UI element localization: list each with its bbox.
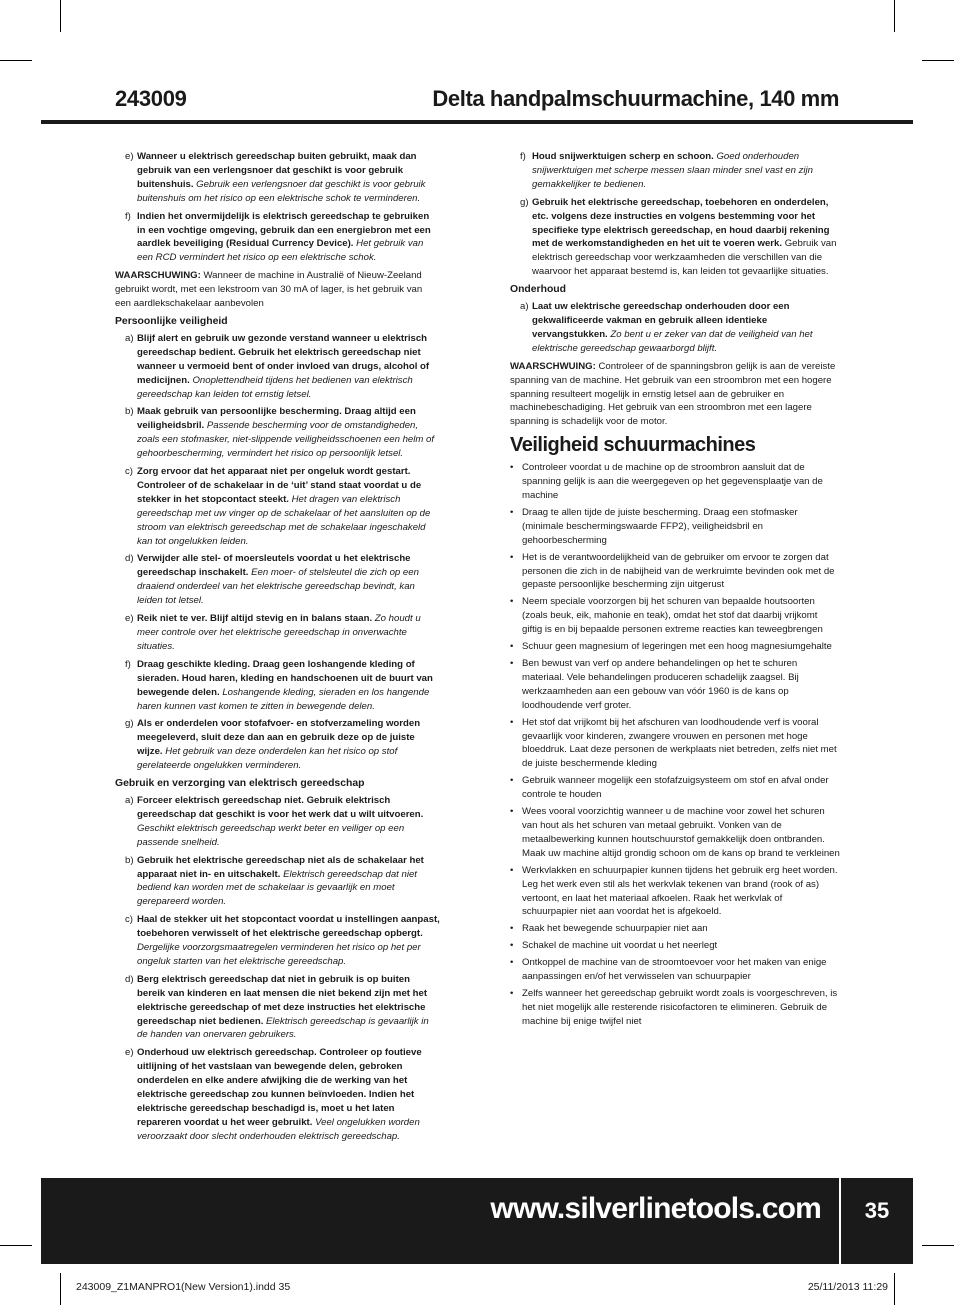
bullet-text: Gebruik wanneer mogelijk een stofafzuigsysteem om stof en afval onder controle te houden — [522, 775, 829, 801]
bullet-icon: • — [510, 923, 514, 935]
warning-text: Wanneer de machine in Australië of Nieuw-Zeeland gebruikt wordt, met een lekstroom van 30 mA of lager, is het gebruik van een aardlekschakelaar aanbevolen — [115, 270, 423, 310]
bullet-item — [510, 987, 840, 1029]
page-number-box — [841, 1178, 913, 1264]
bullet-icon: • — [510, 806, 514, 818]
item-bold: Blijf alert en gebruik uw gezonde verstand wanneer u elektrisch gereedschap bedient. Gebruik het elektrisch gereedschap niet wanneer u vermoeid bent of onder invloed van drugs, alcohol of medicijnen. — [137, 332, 430, 386]
bullet-item — [510, 864, 840, 920]
list-item — [115, 210, 440, 266]
bullet-item — [510, 716, 840, 772]
item-bold: Indien het onvermijdelijk is elektrisch gereedschap te gebruiken in een vochtige omgeving, gebruik dan een energiebron met een aardlek beveiliging (Residual Currency Device). — [137, 210, 431, 250]
bullet-text: Werkvlakken en schuurpapier kunnen tijdens het gebruik erg heet worden. Leg het werk even stil als het werkvlak tekenen van brand (rook of as) vertoont, en laat het materiaal afkoelen. Raak het werkvlak of schuurpapier niet aan voordat het is afgekoeld. — [522, 864, 838, 918]
left-column — [115, 150, 440, 1148]
item-bold: Onderhoud uw elektrisch gereedschap. Controleer op foutieve uitlijning of het vastslaan van bewegende delen, gebroken onderdelen en elke andere afwijking die de werking van het elektrische gereedschap zou kunnen beïnvloeden. Indien het elektrische gereedschap beschadigd is, moet u het laten repareren voordat u het weer gebruikt. — [137, 1047, 422, 1128]
bullet-item — [510, 922, 840, 936]
item-bold: Draag geschikte kleding. Draag geen loshangende kleding of sieraden. Houd haren, kleding en handschoenen uit de buurt van bewegende delen. — [137, 658, 433, 698]
bullet-icon: • — [510, 658, 514, 669]
list-item — [115, 465, 440, 548]
section-heading: Gebruik en verzorging van elektrisch gereedschap — [115, 778, 365, 790]
list-item — [115, 612, 440, 654]
item-letter: c) — [125, 466, 133, 478]
section-heading: Onderhoud — [510, 284, 566, 296]
bullet-icon: • — [510, 462, 514, 474]
section-heading: Persoonlijke veiligheid — [115, 315, 228, 327]
item-letter: e) — [125, 1047, 134, 1059]
bullet-icon: • — [510, 716, 514, 728]
item-italic: Het gebruik van deze onderdelen kan het risico op stof gerelateerde ongelukken verminderen. — [137, 746, 398, 772]
item-italic: Geschikt elektrisch gereedschap werkt beter en veiliger op een passende snelheid. — [137, 822, 405, 848]
file-slug: 243009_Z1MANPRO1(New Version1).indd 35 — [76, 1281, 291, 1293]
item-letter: f) — [125, 658, 131, 670]
item-letter: f) — [125, 210, 131, 222]
list-item — [115, 150, 440, 206]
warning-label: WAARSCHWUING: — [510, 360, 596, 372]
list-item — [115, 973, 440, 1043]
bullet-icon: • — [510, 864, 514, 876]
item-italic: Een moer- of stelsleutel die zich op een draaiend onderdeel van het elektrische gereedschap bevindt, kan leiden tot letsel. — [137, 567, 419, 607]
item-italic: Dergelijke voorzorgsmaatregelen verminderen het risico op het per ongeluk starten van het elektrische gereedschap. — [137, 942, 421, 967]
bullet-icon: • — [510, 775, 514, 787]
bullet-icon: • — [510, 596, 514, 608]
crop-mark — [60, 0, 61, 32]
bullet-text: Controleer voordat u de machine op de stroombron aansluit dat de spanning gelijk is aan die weergegeven op het gegevensplaatje van de machine — [522, 462, 823, 502]
page-number: 35 — [864, 1198, 890, 1223]
list-item — [115, 854, 440, 910]
item-text: Gebruik van elektrisch gereedschap voor werkzaamheden die verschillen van die waarvoor het apparaat bestemd is, kan leiden tot gevaarlijke situaties. — [532, 238, 837, 278]
list-item — [115, 794, 440, 850]
item-bold: Houd snijwerktuigen scherp en schoon. — [532, 151, 714, 162]
list-item — [510, 150, 840, 192]
bullet-item — [510, 939, 840, 953]
bullet-item — [510, 657, 840, 713]
header-rule — [41, 120, 913, 124]
item-bold: Wanneer u elektrisch gereedschap buiten gebruikt, maak dan gebruik van een verlengsnoer dat geschikt is voor gebruik buitenshuis. — [137, 151, 417, 190]
item-bold: Berg elektrisch gereedschap dat niet in gebruik is op buiten bereik van kinderen en laat mensen die niet bekend zijn met het elektrische gereedschap of met deze instructies het elektrische gereedschap niet bedienen. — [137, 973, 428, 1027]
page-title: Delta handpalmschuurmachine, 140 mm — [432, 86, 839, 111]
item-bold: Als er onderdelen voor stofafvoer- en stofverzameling worden meegeleverd, sluit deze dan aan en gebruik deze op de juiste wijze. — [137, 718, 421, 758]
right-column — [510, 150, 840, 1032]
item-letter: f) — [520, 151, 526, 162]
item-italic: Goed onderhouden snijwerktuigen met scherpe messen slaan minder snel vast en zijn gemakkelijker te bedienen. — [532, 151, 814, 190]
bullet-text: Ben bewust van verf op andere behandelingen op het te schuren materiaal. Vele behandelingen produceren schadelijk zaagsel. Bij werkzaamheden aan een gebouw van vóór 1960 is de kans op loodhoudende verf groter. — [522, 658, 799, 711]
item-italic: Veel ongelukken worden veroorzaakt door slecht onderhouden elektrisch gereedschap. — [137, 1116, 420, 1142]
bullet-item — [510, 551, 840, 593]
item-italic: Elektrisch gereedschap is gevaarlijk in de handen van onervaren gebruikers. — [137, 1015, 429, 1041]
crop-mark — [60, 1273, 61, 1305]
item-letter: a) — [125, 794, 134, 806]
bullet-item — [510, 774, 840, 802]
item-italic: Loshangende kleding, sieraden en los hangende haren kunnen vast komen te zitten in bewegende delen. — [137, 686, 430, 712]
item-letter: e) — [125, 151, 134, 162]
bullet-text: Ontkoppel de machine van de stroomtoevoer voor het maken van enige aanpassingen en/of het verwisselen van schuurpapier — [522, 957, 827, 983]
bullet-text: Neem speciale voorzorgen bij het schuren van bepaalde houtsoorten (zoals beuk, eik, mahonie en teak), omdat het stof dat daarbij vrijkomt giftig is en bij bepaalde personen extreme reacties kan teweegbrengen — [522, 596, 823, 636]
bullet-text: Schakel de machine uit voordat u het neerlegt — [522, 940, 718, 952]
website-link[interactable]: www.silverlinetools.com — [490, 1192, 821, 1225]
bullet-text: Het is de verantwoordelijkheid van de gebruiker om ervoor te zorgen dat personen die zich in de nabijheid van de werkruimte bevinden ook met de gepaste persoonlijke bescherming zijn uitgerust — [522, 551, 835, 591]
list-item — [115, 658, 440, 714]
list-item — [115, 913, 440, 969]
date-slug: 25/11/2013 11:29 — [807, 1281, 888, 1293]
item-italic: Zo bent u er zeker van dat de veiligheid van het elektrische gereedschap gewaarborgd blijft. — [532, 328, 813, 354]
crop-mark — [922, 60, 954, 61]
bullet-item — [510, 805, 840, 861]
warning-paragraph — [115, 269, 440, 311]
item-letter: b) — [125, 406, 134, 418]
list-item — [510, 300, 840, 356]
item-letter: g) — [520, 196, 529, 208]
list-item — [510, 196, 840, 279]
item-italic: Gebruik een verlengsnoer dat geschikt is voor gebruik buitenshuis om het risico op een elektrische schok te verminderen. — [137, 178, 426, 204]
item-italic: Passende bescherming voor de omstandigheden, zoals een stofmasker, niet-slippende veiligheidsschoenen een helm of gehoorbescherming, vermindert het risico op persoonlijk letsel. — [137, 420, 435, 460]
item-letter: a) — [520, 301, 529, 313]
bullet-item — [510, 506, 840, 548]
warning-paragraph — [510, 360, 840, 430]
item-bold: Gebruik het elektrische gereedschap niet als de schakelaar het apparaat niet in- en uitschakelt. — [137, 854, 424, 880]
item-bold: Maak gebruik van persoonlijke bescherming. Draag altijd een veiligheidsbril. — [137, 406, 416, 432]
item-italic: Elektrisch gereedschap dat niet bediend kan worden met de schakelaar is gevaarlijk en moet gerepareerd worden. — [137, 868, 417, 908]
item-bold: Zorg ervoor dat het apparaat niet per ongeluk wordt gestart. Controleer of de schakelaar in de ‘uit’ stand staat voordat u de stekker in het stopcontact steekt. — [137, 466, 422, 505]
bullet-text: Raak het bewegende schuurpapier niet aan — [522, 923, 708, 935]
list-item — [115, 717, 440, 773]
section-title: Veiligheid schuurmachines — [510, 434, 756, 457]
item-letter: g) — [125, 718, 134, 730]
bullet-icon: • — [510, 506, 514, 518]
item-bold: Reik niet te ver. Blijf altijd stevig en in balans staan. — [137, 613, 373, 625]
item-letter: b) — [125, 854, 134, 866]
item-bold: Laat uw elektrische gereedschap onderhouden door een gekwalificeerde vakman en gebruik alleen identieke vervangstukken. — [532, 301, 790, 340]
crop-mark — [894, 1273, 895, 1305]
crop-mark — [0, 60, 32, 61]
bullet-icon: • — [510, 957, 514, 969]
item-letter: d) — [125, 973, 134, 985]
list-item — [115, 405, 440, 461]
item-letter: c) — [125, 914, 133, 926]
item-bold: Gebruik het elektrische gereedschap, toebehoren en onderdelen, etc. volgens deze instructies en volgens bestemming voor het specifieke type elektrisch gereedschap, en houd daarbij rekening met de werkomstandigheden en het uit te voeren werk. — [532, 196, 830, 250]
warning-text: Controleer of de spanningsbron gelijk is aan de vereiste spanning van de machine. Het gebruik van een stroombron met een hogere spanning resulteert mogelijk in ernstig letsel aan de gebruiker en machinebeschadiging. Het gebruik van een stroombron met een lagere spanning is schadelijk voor de motor. — [510, 360, 836, 428]
bullet-text: Draag te allen tijde de juiste bescherming. Draag een stofmasker (minimale beschermingswaarde FFP2), veiligheidsbril en gehoorbescherming — [522, 506, 798, 546]
crop-mark — [922, 1245, 954, 1246]
item-letter: e) — [125, 613, 134, 625]
item-italic: Het gebruik van een RCD vermindert het risico op een elektrische schok. — [137, 238, 424, 264]
bullet-text: Het stof dat vrijkomt bij het afschuren van loodhoudende verf is vooral gevaarlijk voor kinderen, zwangere vrouwen en personen met hoge bloeddruk. Laat deze personen de werkplaats niet betreden, zelfs niet met de juiste beschermende kleding — [522, 716, 837, 770]
footer-bar — [41, 1178, 839, 1264]
item-letter: a) — [125, 332, 134, 344]
item-bold: Forceer elektrisch gereedschap niet. Gebruik elektrisch gereedschap dat geschikt is voor het werk dat u wilt uitvoeren. — [137, 794, 424, 820]
bullet-item — [510, 640, 840, 654]
list-item — [115, 1046, 440, 1143]
bullet-icon: • — [510, 551, 514, 563]
bullet-text: Wees vooral voorzichtig wanneer u de machine voor zowel het schuren van hout als het schuren van metaal gebruikt. Vonken van de metaalbewerking kunnen houtschuurstof gemakkelijk doen ontbranden. Maak uw machine altijd grondig schoon om de kans op brand te verkleinen — [522, 806, 840, 859]
crop-mark — [0, 1245, 32, 1246]
item-letter: d) — [125, 553, 134, 565]
item-bold: Verwijder alle stel- of moersleutels voordat u het elektrische gereedschap inschakelt. — [137, 553, 411, 579]
item-italic: Onoplettendheid tijdens het bedienen van elektrisch gereedschap kan leiden tot ernstig letsel. — [137, 374, 413, 400]
item-italic: Zo houdt u meer controle over het elektrische gereedschap in onverwachte situaties. — [137, 613, 421, 652]
crop-mark — [894, 0, 895, 32]
item-bold: Haal de stekker uit het stopcontact voordat u instellingen aanpast, toebehoren verwisselt of het elektrische gereedschap opbergt. — [137, 914, 440, 940]
bullet-icon: • — [510, 987, 514, 999]
warning-label: WAARSCHUWING: — [115, 270, 201, 282]
bullet-item — [510, 956, 840, 984]
item-italic: Het dragen van elektrisch gereedschap met uw vinger op de schakelaar of het aansluiten op de stroom van elektrisch gereedschap met de schakelaar ingeschakeld kan tot ongelukken leiden. — [137, 493, 431, 547]
bullet-icon: • — [510, 641, 514, 653]
bullet-item — [510, 461, 840, 503]
bullet-icon: • — [510, 940, 514, 952]
bullet-text: Zelfs wanneer het gereedschap gebruikt wordt zoals is voorgeschreven, is het niet mogelijk alle resterende risicofactoren te elimineren. Gebruik de machine bij enige twijfel niet — [522, 987, 838, 1027]
list-item — [115, 552, 440, 608]
product-code: 243009 — [115, 86, 187, 111]
list-item — [115, 332, 440, 402]
bullet-item — [510, 595, 840, 637]
bullet-text: Schuur geen magnesium of legeringen met een hoog magnesiumgehalte — [522, 641, 832, 653]
